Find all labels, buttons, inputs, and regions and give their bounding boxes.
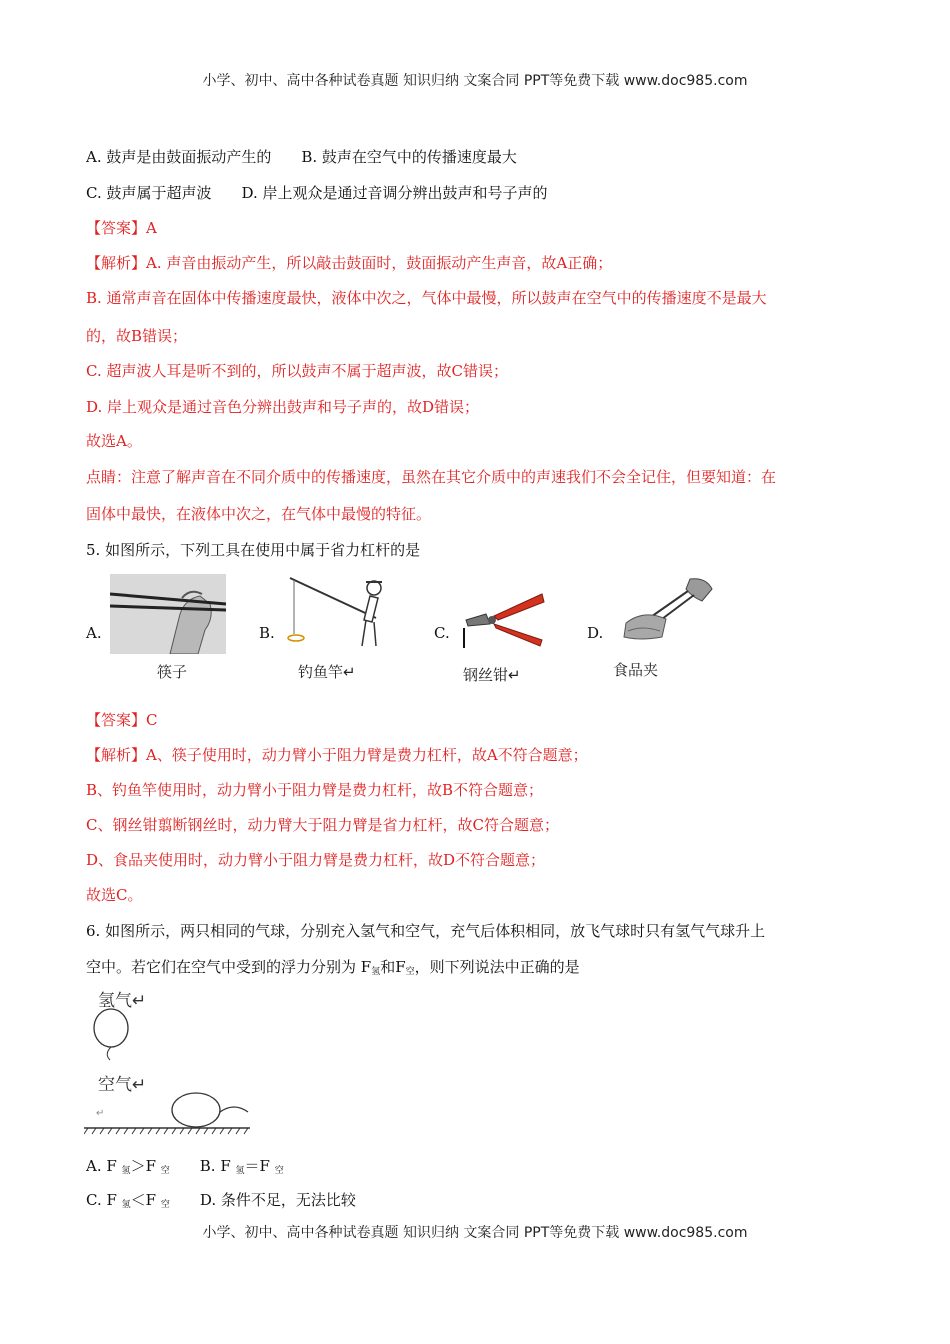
q5-analysis-line: B、钓鱼竿使用时，动力臂小于阻力臂是费力杠杆，故B不符合题意； — [86, 781, 544, 799]
q6-option-a: A. F $_氢$＞F $_空$ — [86, 1157, 170, 1176]
q4-options-row2 — [86, 182, 548, 203]
pliers-image — [462, 584, 546, 648]
q5-analysis-line: C、钢丝钳翦断钢丝时，动力臂大于阻力臂是省力杠杆，故C符合题意； — [86, 816, 559, 834]
q5-conclusion: 故选C。 — [86, 886, 143, 904]
q4-option-d: D. 岸上观众是通过音调分辨出鼓声和号子声的 — [241, 184, 548, 202]
q6-option-c: C. F $_氢$＜F $_空$ — [86, 1191, 170, 1210]
air-label: 空气↵ — [98, 1075, 147, 1095]
hydrogen-label: 氢气↵ — [98, 991, 147, 1011]
q4-analysis-line: B. 通常声音在固体中传播速度最快，液体中次之，气体中最慢，所以鼓声在空气中的传播速度不是最大 — [86, 289, 767, 307]
q4-tip-line: 固体中最快，在液体中次之，在气体中最慢的特征。 — [86, 505, 432, 523]
q4-tip-line: 点睛：注意了解声音在不同介质中的传播速度，虽然在其它介质中的声速我们不会全记住，但要知道：在 — [86, 468, 777, 486]
q4-analysis-line: 的，故B错误； — [86, 327, 188, 345]
q6-options-row1 — [86, 1155, 284, 1176]
q4-analysis-line: 【解析】A. 声音由振动产生，所以敲击鼓面时，鼓面振动产生声音，故A正确； — [86, 254, 613, 272]
q5-caption-b: 钓鱼竿↵ — [298, 663, 356, 681]
q5-caption-d: 食品夹 — [613, 661, 659, 679]
q4-option-b: B. 鼓声在空气中的传播速度最大 — [301, 148, 517, 166]
svg-text:↵: ↵ — [96, 1108, 105, 1119]
q4-options-row1 — [86, 146, 517, 167]
q5-analysis-line: D、食品夹使用时，动力臂小于阻力臂是费力杠杆，故D不符合题意； — [86, 851, 546, 869]
food-tongs-image — [620, 575, 714, 645]
page-footer: 小学、初中、高中各种试卷真题 知识归纳 文案合同 PPT等免费下载 www.doc985.com — [202, 1225, 748, 1241]
q4-analysis-line: C. 超声波人耳是听不到的，所以鼓声不属于超声波，故C错误； — [86, 362, 508, 380]
q5-analysis-line: 【解析】A、筷子使用时，动力臂小于阻力臂是费力杠杆，故A不符合题意； — [86, 746, 588, 764]
q5-caption-c: 钢丝钳↵ — [463, 666, 521, 684]
fishing-rod-image — [286, 574, 406, 654]
q5-stem: 5. 如图所示，下列工具在使用中属于省力杠杆的是 — [86, 541, 421, 559]
q5-caption-a: 筷子 — [157, 663, 188, 681]
q6-option-b: B. F $_氢$＝F $_空$ — [199, 1157, 284, 1176]
chopsticks-image — [110, 574, 226, 654]
q5-answer: 【答案】C — [86, 711, 158, 729]
q4-option-a: A. 鼓声是由鼓面振动产生的 — [86, 148, 272, 166]
q5-option-a-letter: A. — [86, 624, 102, 642]
q6-stem-line2: 空中。若它们在空气中受到的浮力分别为 $F_氢$和$F_空$，则下列说法中正确的是 — [86, 958, 580, 977]
page-header: 小学、初中、高中各种试卷真题 知识归纳 文案合同 PPT等免费下载 www.doc985.com — [202, 73, 748, 89]
q5-option-c-letter: C. — [434, 624, 450, 642]
balloons-diagram — [84, 986, 254, 1138]
q5-option-b-letter: B. — [259, 624, 275, 642]
q4-answer: 【答案】A — [86, 219, 157, 237]
q4-option-c: C. 鼓声属于超声波 — [86, 184, 212, 202]
q4-analysis-line: D. 岸上观众是通过音色分辨出鼓声和号子声的，故D错误； — [86, 398, 480, 416]
q5-option-d-letter: D. — [587, 624, 604, 642]
q6-options-row2 — [86, 1189, 356, 1210]
q4-conclusion: 故选A。 — [86, 432, 142, 450]
q6-option-d: D. 条件不足，无法比较 — [199, 1191, 356, 1209]
q6-stem-line1: 6. 如图所示，两只相同的气球，分别充入氢气和空气，充气后体积相同，放飞气球时只有氢气气球升上 — [86, 922, 766, 940]
